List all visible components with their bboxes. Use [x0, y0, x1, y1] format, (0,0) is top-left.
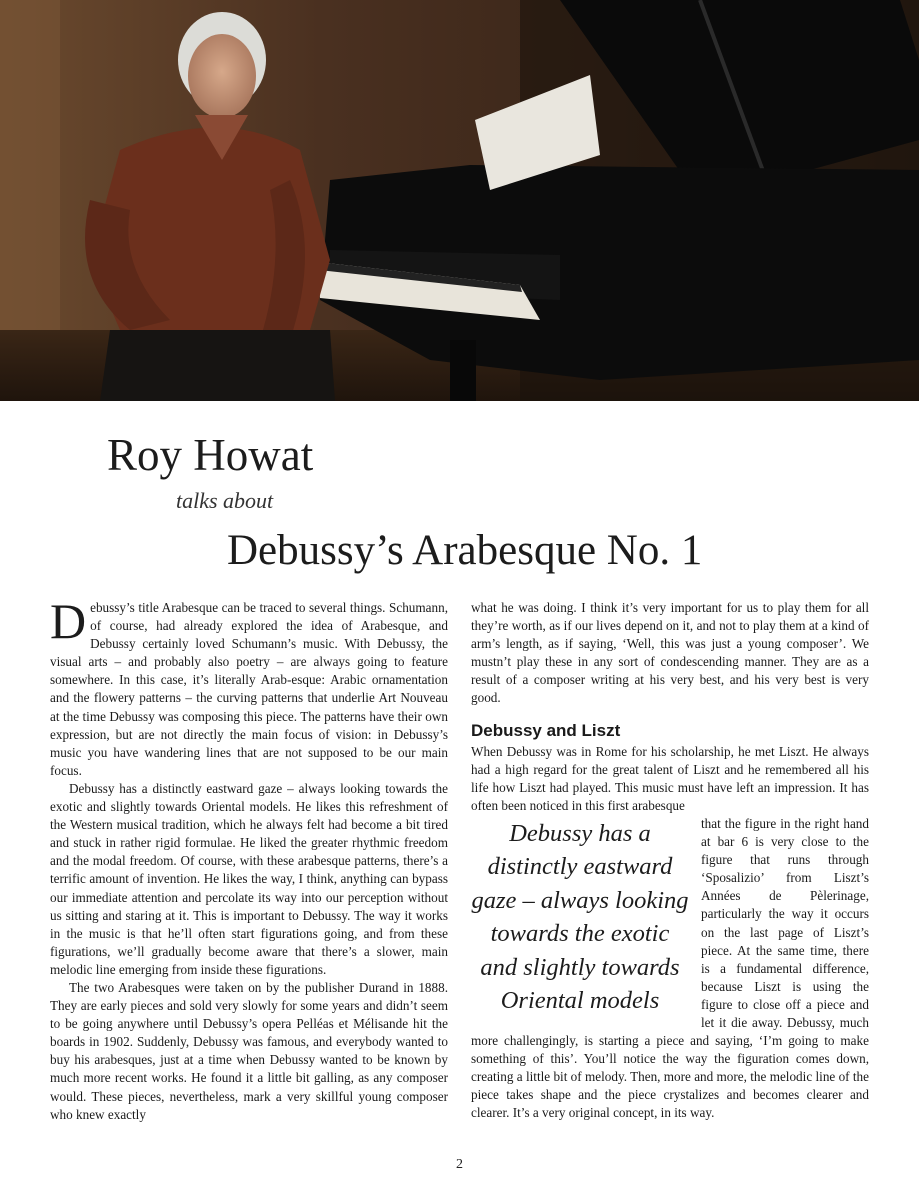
article-title: Debussy’s Arabesque No. 1: [227, 527, 703, 574]
paragraph-4-lead: When Debussy was in Rome for his scholarship, he met Liszt. He always had a high regard for the great talent of Liszt and he remembered all his life how Liszt had played. This music must have left an impression. It has often been noticed in this first arabesque: [471, 743, 869, 813]
author-name: Roy Howat: [107, 430, 314, 480]
paragraph-2: Debussy has a distinctly eastward gaze – always looking towards the exotic and slightly towards Oriental models. He likes this refreshment of the Western musical tradition, which he always felt had become a bit tired and stuck in rather rigid formulae. He liked the greater rhythmic freedom and the modal freedom. Of course, with these arabesque patterns, there’s a terrific amount of invention. He likes the way, I think, anything can bypass our immediate attention and percolate its way into our perception without us sitting and staring at it. This is important to Debussy. The way it works in the music is that he’ll often start figurations going, and from these figurations, we’ll gradually become aware that there’s a slower, main melodic line emerging from inside these figurations.: [50, 780, 448, 977]
header-photo: [0, 0, 919, 401]
drop-cap: D: [50, 593, 87, 649]
right-column: [471, 599, 869, 1123]
photo-illustration: [0, 0, 919, 401]
paragraph-4-rest: that the figure in the right hand at bar 6 is very close to the figure that runs through ‘Sposalizio’ from Liszt’s Années de Pèlerinage, particularly the way it occurs on the last page of Liszt’s piece. At the same time, there is a fundamental difference, because Liszt is using the figure to close off a piece and let it die away. Debussy, much more challengingly, is starting a piece and saying, ‘I’m going to make something of this’. You’ll notice the way the figuration comes down, creating a little bit of melody. Then, more and more, the melodic line of the piece takes shape and the piece crystalizes and becomes clearer and clearer. It’s a very original concept, in its way.: [471, 815, 869, 1121]
paragraph-3: The two Arabesques were taken on by the publisher Durand in 1888. They are early pieces and sold very slowly for some years and didn’t seem to be going anywhere until Debussy’s opera Pelléas et Mélisande hit the boards in 1902. Suddenly, Debussy was famous, and everybody wanted to buy his arabesques, just at a time when Debussy wanted to be known by much more recent works. He found it a little bit galling, as any composer would. These pieces, nevertheless, mark a very skillful young composer who knew exactly: [50, 979, 448, 1122]
paragraph-1: [50, 593, 448, 780]
section-heading: Debussy and Liszt: [471, 720, 621, 740]
pull-quote: Debussy has a distinctly eastward gaze – always looking towards the exotic and slightly towards Oriental models: [471, 819, 689, 1015]
paragraph-1-text: ebussy’s title Arabesque can be traced to several things. Schumann, of course, had already explored the idea of Arabesque, and Debussy certainly loved Schumann’s music. With Debussy, the visual arts – and probably also poetry – are always going to feature somewhere. In this case, it’s literally Arab-esque: Arabic ornamentation and the flowery patterns – the curving patterns that underlie Art Nouveau at the time Debussy was composing this piece. The patterns have their own expression, but are not directly the main focus of vision: in Debussy’s music you have wandering lines that are not supposed to be our main focus.: [50, 600, 448, 778]
paragraph-4: [471, 743, 869, 1123]
talks-about-label: talks about: [176, 488, 274, 513]
left-column: [50, 593, 448, 1124]
paragraph-3-continued: what he was doing. I think it’s very important for us to play them for all they’re worth, as if our lives depend on it, and not to play them at a kind of arm’s length, as if saying, ‘Well, this was just a young composer’. We mustn’t play these in any sort of condescending manner. They are as a result of a composer writing at his very best, and his very best is very good.: [471, 600, 869, 706]
page-number: 2: [456, 1157, 463, 1172]
